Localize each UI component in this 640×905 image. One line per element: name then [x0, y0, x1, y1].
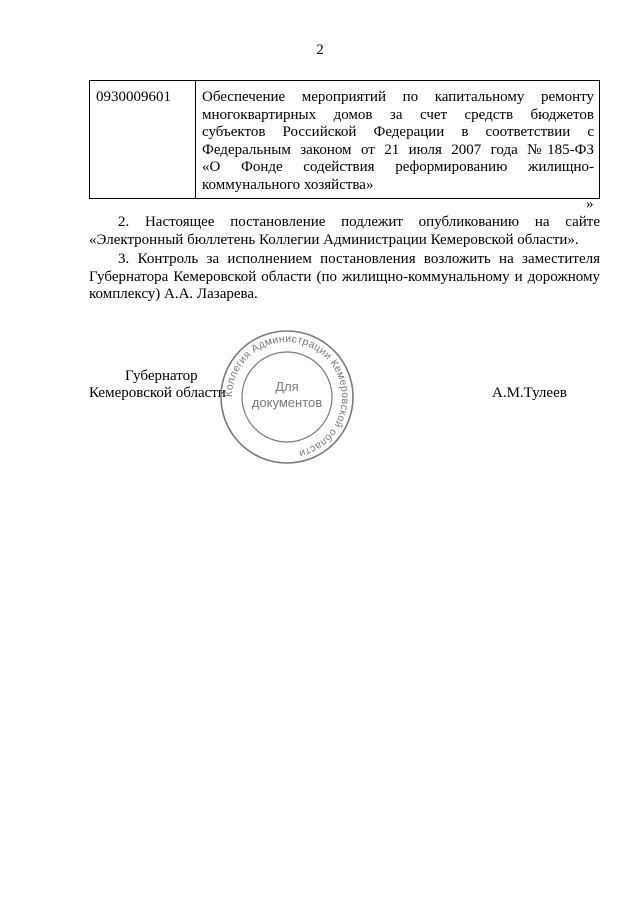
description-line: Федеральным законом от 21 июля 2007 года №185-ФЗ [202, 141, 594, 158]
stamp-ring-text: Коллегия Администрации Кемеровской области [222, 332, 352, 460]
budget-code-table [89, 80, 600, 199]
signature-region: Кемеровской области [89, 385, 226, 401]
closing-quote: » [586, 196, 594, 212]
description-line: коммунального хозяйства» [202, 176, 374, 193]
stamp-center-text: Для [275, 379, 299, 394]
paragraph-3: 3. Контроль за исполнением постановления возложить на заместителя Губернатора Кемеровской области (по жилищно-коммунальному и дорожному комплексу) А.А. Лазарева. [89, 251, 600, 302]
description-line: субъектов Российской Федерации в соответствии с [202, 124, 594, 140]
page-number: 2 [316, 42, 324, 58]
description-line: многоквартирных домов за счет средств бюджетов [202, 106, 594, 123]
stamp-center-text: документов [251, 395, 323, 410]
description-line: «О Фонде содействия реформированию жилищно- [202, 159, 594, 175]
paragraph-2: 2. Настоящее постановление подлежит опубликованию на сайте «Электронный бюллетень Коллегии Администрации Кемеровской области». [89, 214, 600, 248]
budget-code-cell: 0930009601 [90, 81, 196, 199]
budget-description-cell [196, 81, 600, 199]
description-line: Обеспечение мероприятий по капитальному ремонту [202, 89, 594, 105]
signature-title: Губернатор [125, 368, 198, 384]
signature-name: А.М.Тулеев [492, 385, 567, 401]
table-row [90, 81, 600, 199]
official-stamp [217, 327, 357, 467]
